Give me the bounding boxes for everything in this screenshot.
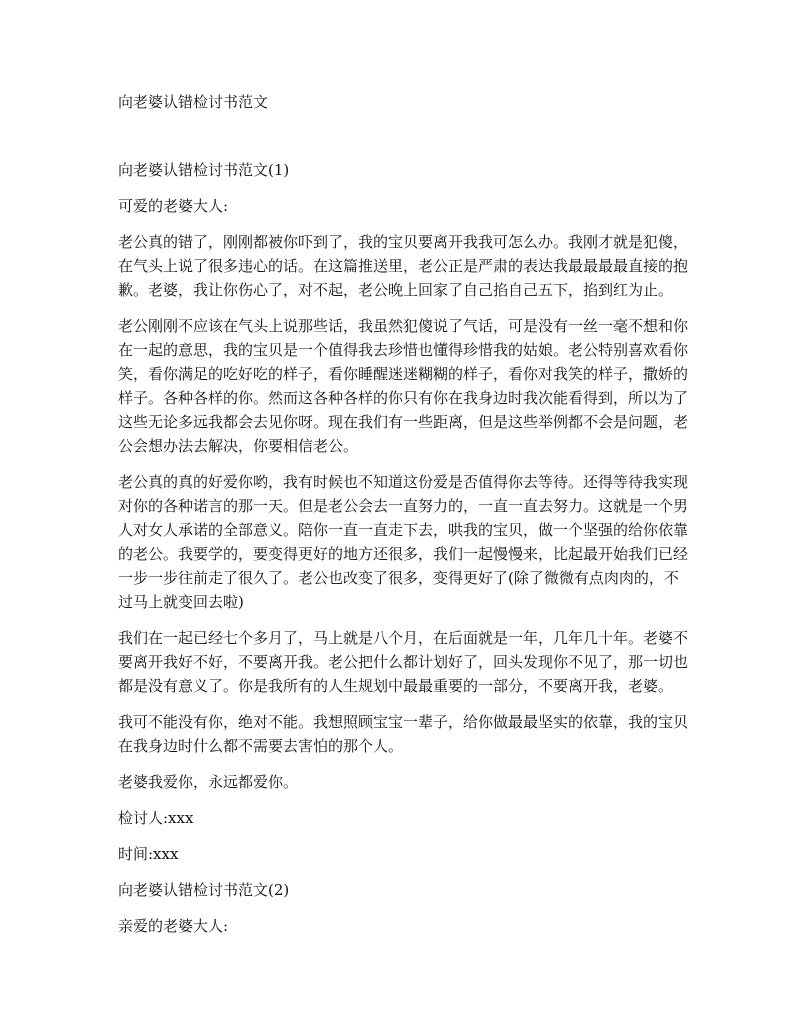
document-body <box>118 158 688 950</box>
section-heading-1: 向老婆认错检讨书范文(1) <box>118 161 290 179</box>
body-paragraph-3: 老公真的真的好爱你哟，我有时候也不知道这份爱是否值得你去等待。还得等待我实现对你的各种诺言的那一天。但是老公会去一直努力的，一直一直去努力。这就是一个男人对女人承诺的全部意义。陪你一直一直走下去，哄我的宝贝，做一个坚强的给你依靠的老公。我要学的，要变得更好的地方还很多，我们一起慢慢来，比起最开始我们已经一步一步往前走了很久了。老公也改变了很多，变得更好了(除了微微有点肉肉的，不过马上就变回去啦) <box>118 473 689 611</box>
body-paragraph-2: 老公刚刚不应该在气头上说那些话，我虽然犯傻说了气话，可是没有一丝一毫不想和你在一起的意思，我的宝贝是一个值得我去珍惜也懂得珍惜我的姑娘。老公特别喜欢看你笑，看你满足的吃好吃的样子，看你睡醒迷迷糊糊的样子，看你对我笑的样子，撒娇的样子。各种各样的你。然而这各种各样的你只有你在我身边时我次能看得到，所以为了这些无论多远我都会去见你呀。现在我们有一些距离，但是这些举例都不会是问题，老公会想办法去解决，你要相信老公。 <box>118 317 689 455</box>
section-heading-2: 向老婆认错检讨书范文(2) <box>118 881 290 899</box>
closing-line: 老婆我爱你，永远都爱你。 <box>118 773 299 791</box>
salutation-2: 亲爱的老婆大人: <box>118 917 229 935</box>
author-line: 检讨人:xxx <box>118 809 194 827</box>
document-title: 向老婆认错检讨书范文 <box>118 93 269 111</box>
body-paragraph-5: 我可不能没有你，绝对不能。我想照顾宝宝一辈子，给你做最最坚实的依靠，我的宝贝在我身边时什么都不需要去害怕的那个人。 <box>118 713 689 755</box>
salutation-1: 可爱的老婆大人: <box>118 197 229 215</box>
body-paragraph-1: 老公真的错了，刚刚都被你吓到了，我的宝贝要离开我我可怎么办。我刚才就是犯傻，在气头上说了很多违心的话。在这篇推送里，老公正是严肃的表达我最最最最直接的抱歉。老婆，我让你伤心了，对不起，老公晚上回家了自己掐自己五下，掐到红为止。 <box>118 233 689 299</box>
date-line: 时间:xxx <box>118 845 179 863</box>
body-paragraph-4: 我们在一起已经七个多月了，马上就是八个月，在后面就是一年，几年几十年。老婆不要离开我好不好，不要离开我。老公把什么都计划好了，回头发现你不见了，那一切也都是没有意义了。你是我所有的人生规划中最最重要的一部分，不要离开我，老婆。 <box>118 629 689 695</box>
